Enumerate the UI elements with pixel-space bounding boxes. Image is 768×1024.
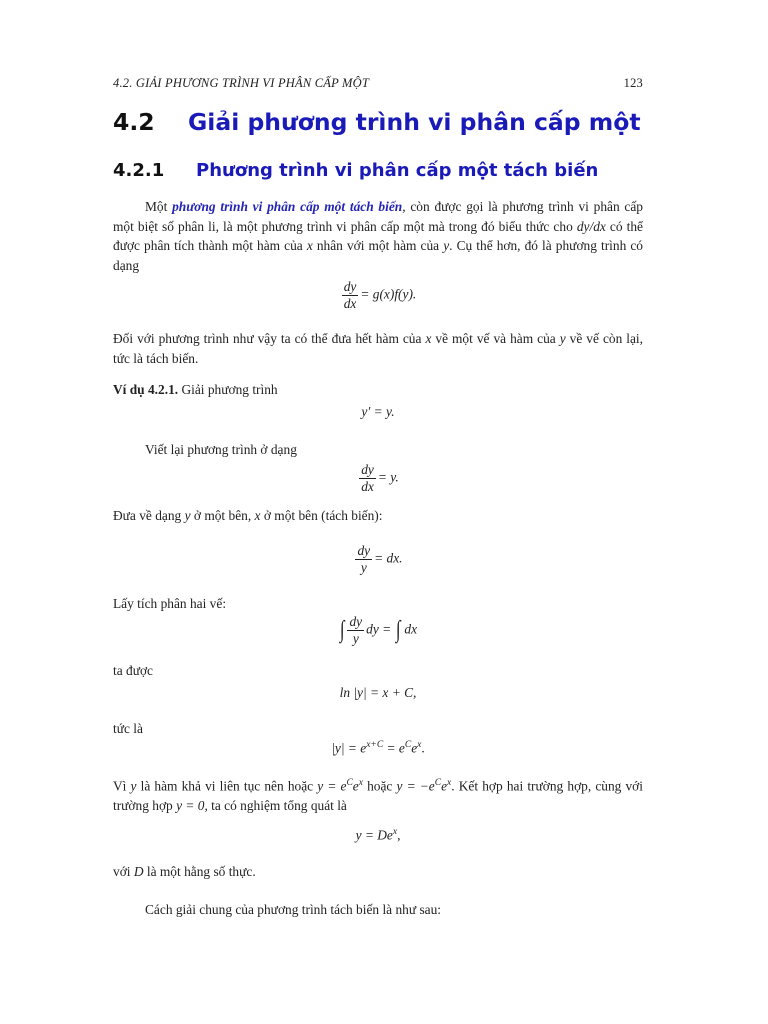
equation-text: ln |y| = x + C, [339, 685, 417, 700]
subsection-heading [113, 160, 598, 181]
math-inline: y [130, 778, 137, 794]
equation-text: . [421, 740, 425, 756]
math-inline: y [559, 331, 566, 346]
equation-text: , [397, 827, 401, 843]
text: . Kết hợp hai trường hợp, cùng với trường hợp [113, 778, 643, 814]
text: về một vế và hàm của [431, 331, 560, 346]
section-number: 4.2 [113, 108, 155, 136]
equation-6 [113, 685, 643, 701]
rhs: = dx. [374, 550, 403, 566]
fraction [342, 279, 359, 312]
running-head-title: 4.2. GIẢI PHƯƠNG TRÌNH VI PHÂN CẤP MỘT [113, 76, 370, 90]
math-inline: dy/dx [576, 218, 606, 234]
subsection-title: Phương trình vi phân cấp một tách biến [196, 160, 599, 181]
superscript: x [447, 778, 452, 788]
equation-text: y′ = y. [361, 404, 395, 419]
superscript: C [346, 778, 353, 788]
superscript: x [392, 827, 398, 837]
math-inline: x [306, 238, 313, 254]
equation-2 [113, 404, 643, 420]
text: ở một bên, [190, 508, 255, 523]
numerator: dy [357, 543, 371, 558]
math-inline: x [254, 508, 261, 523]
equation-text: dy = [366, 621, 395, 637]
text: Viết lại phương trình ở dạng [145, 442, 297, 457]
text: ta được [113, 663, 153, 678]
equation-text: |y| = e [331, 740, 367, 756]
separation-paragraph [113, 329, 643, 368]
intro-paragraph [113, 197, 643, 275]
integral-sign: ∫ [395, 617, 401, 643]
text: có thể được phân tích thành một hàm của [113, 218, 643, 254]
superscript: C [434, 778, 442, 788]
we-get-paragraph [113, 661, 643, 681]
text: ở một bên (tách biến): [260, 508, 383, 523]
rhs: = g(x)f(y). [360, 286, 417, 302]
text: hoặc [362, 778, 397, 794]
example-heading [113, 380, 643, 400]
text: nhân với một hàm của [312, 238, 444, 254]
fraction [355, 543, 372, 576]
page-number: 123 [623, 76, 643, 90]
denominator: dx [343, 296, 357, 311]
superscript: x [358, 778, 363, 788]
constant-paragraph [113, 862, 643, 882]
text: Lấy tích phân hai vế: [113, 596, 227, 611]
equation-3 [113, 462, 643, 495]
math-inline: D [133, 864, 144, 879]
defined-term: phương trình vi phân cấp một tách biến [172, 199, 403, 214]
numerator: dy [361, 462, 374, 477]
integral-sign: ∫ [339, 617, 345, 643]
general-method-paragraph [113, 900, 643, 920]
math-inline: y = 0 [176, 798, 205, 814]
text: Cách giải chung của phương trình tách biến là như sau: [145, 902, 442, 917]
equation-8 [113, 827, 643, 843]
text: Giải phương trình [178, 382, 278, 397]
text: Một [145, 199, 173, 214]
text: Vì [113, 778, 131, 794]
text: . Cụ thể hơn, đó là phương trình có dạng [113, 238, 643, 273]
example-label: Ví dụ 4.2.1. [113, 382, 179, 397]
section-title: Giải phương trình vi phân cấp một [188, 108, 641, 136]
equation-text: y = De [355, 827, 393, 843]
text: tức là [113, 721, 143, 736]
math-inline: y [184, 508, 191, 523]
subsection-number: 4.2.1 [113, 160, 165, 181]
rewrite-paragraph [113, 440, 643, 460]
math-inline: x [425, 331, 432, 346]
text: với [113, 864, 134, 879]
text: là hàm khả vi liên tục nên hoặc [136, 778, 318, 794]
math-inline: e [352, 778, 359, 794]
text: Đối với phương trình như vậy ta có thể đưa hết hàm của [113, 331, 426, 346]
text: về vế còn lại, tức là tách biến. [113, 331, 643, 366]
equation-5 [113, 614, 643, 647]
numerator: dy [349, 614, 363, 629]
separate-paragraph [113, 506, 643, 526]
that-is-paragraph [113, 719, 643, 739]
math-inline: y [443, 238, 450, 254]
equation-7 [113, 740, 643, 756]
equation-text: = e [383, 740, 405, 756]
denominator: dx [361, 479, 374, 494]
math-inline: y = e [317, 778, 347, 794]
equation-1 [113, 279, 643, 312]
math-inline: e [441, 778, 448, 794]
equation-text: e [411, 740, 418, 756]
superscript: C [404, 740, 412, 750]
superscript: x [417, 740, 422, 750]
running-head [113, 76, 643, 91]
numerator: dy [343, 279, 357, 294]
integrate-paragraph [113, 594, 643, 614]
fraction [347, 614, 364, 647]
section-heading [113, 108, 641, 136]
math-inline: y = −e [396, 778, 435, 794]
denominator: y [360, 560, 367, 575]
since-paragraph [113, 774, 643, 816]
text: là một hằng số thực. [143, 864, 256, 879]
denominator: y [352, 631, 359, 646]
text: , còn được gọi là phương trình vi phân cấp một biệt số phân li, là một phương trình vi phân cấp một mà trong đó biểu thức cho [113, 199, 643, 234]
superscript: x+C [366, 740, 384, 750]
text: , ta có nghiệm tổng quát là [204, 798, 347, 814]
equation-text: dx [401, 621, 418, 637]
rhs: = y. [377, 469, 399, 485]
fraction [359, 462, 376, 495]
equation-4 [113, 543, 643, 576]
text: Đưa về dạng [113, 508, 185, 523]
